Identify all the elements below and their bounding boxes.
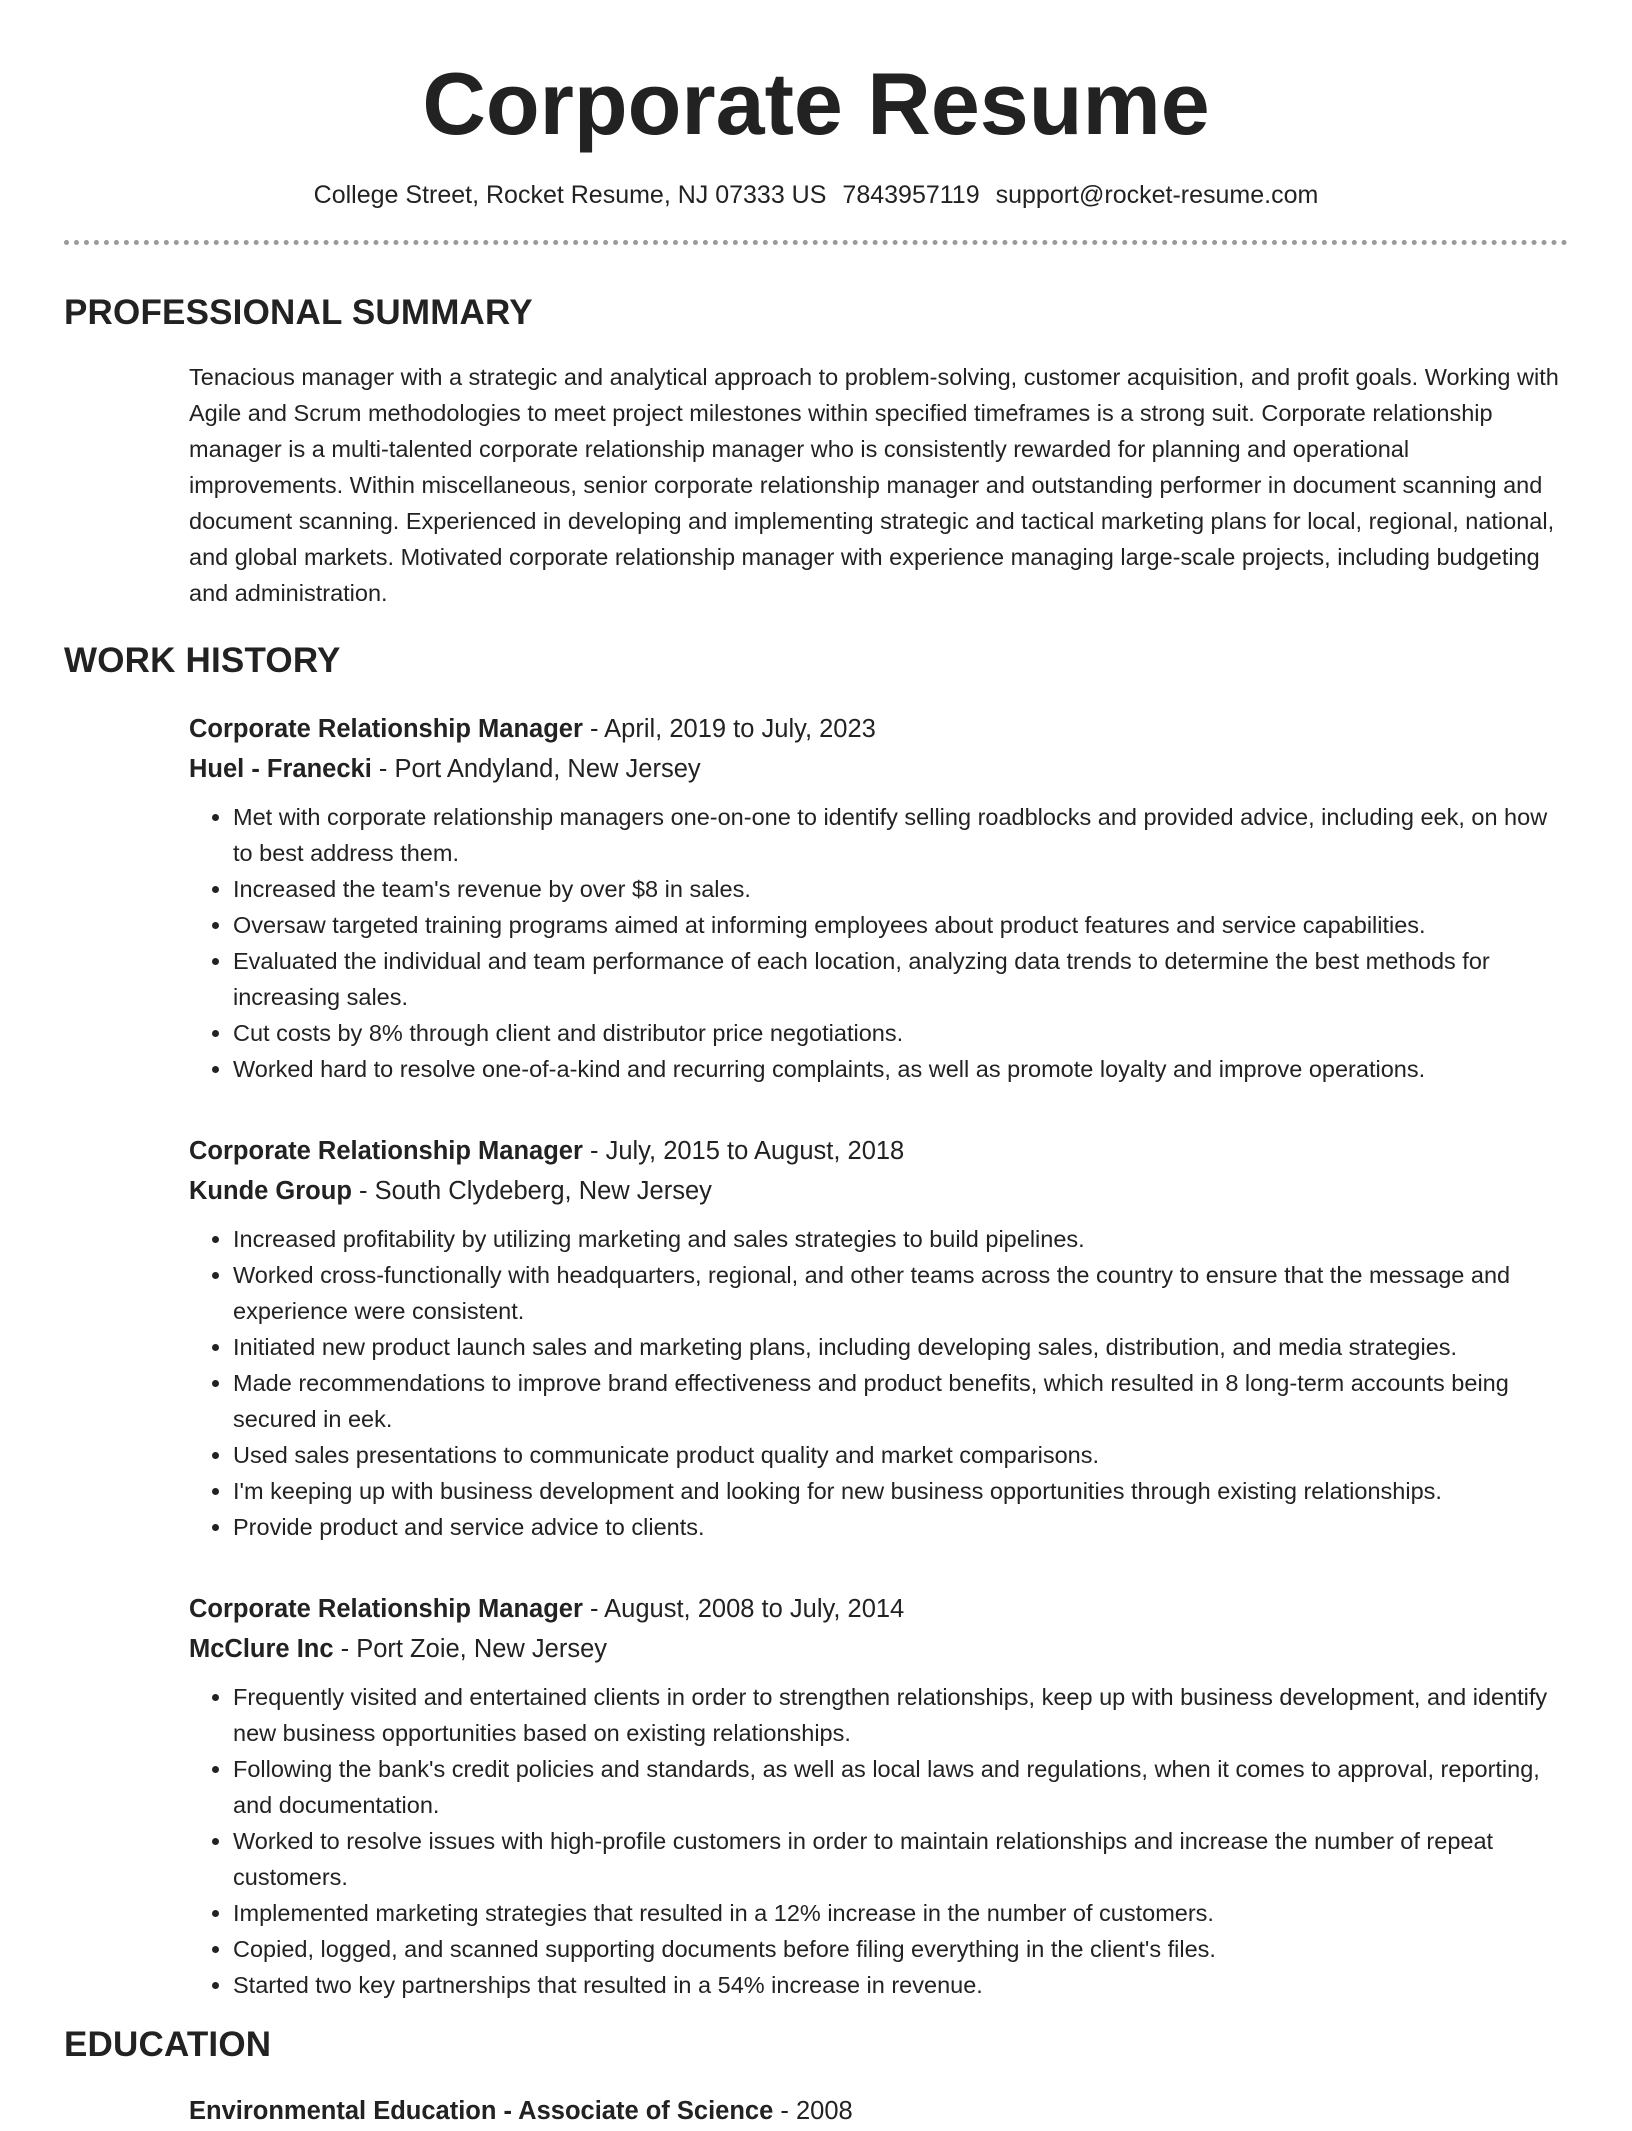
list-item: • I'm keeping up with business development and looking for new business opportunities through existing relationships. — [233, 1473, 1568, 1509]
job-company-line — [189, 1171, 1568, 1211]
job-location: - Port Andyland, New Jersey — [371, 754, 701, 783]
list-item: • Increased the team's revenue by over $8 in sales. — [233, 871, 1568, 907]
list-item: • Started two key partnerships that resulted in a 54% increase in revenue. — [233, 1967, 1568, 2003]
job-title-line — [189, 709, 1568, 749]
list-item: • Made recommendations to improve brand effectiveness and product benefits, which resulted in 8 long-term accounts being secured in eek. — [233, 1365, 1568, 1437]
job-company: McClure Inc — [189, 1634, 334, 1663]
section-title-summary: PROFESSIONAL SUMMARY — [64, 292, 533, 332]
resume-header — [64, 0, 1568, 210]
education-year: - 2008 — [773, 2096, 853, 2125]
list-item: • Used sales presentations to communicate product quality and market comparisons. — [233, 1437, 1568, 1473]
list-item: • Frequently visited and entertained clients in order to strengthen relationships, keep up with business development, and identify new business opportunities based on existing relationships. — [233, 1679, 1568, 1751]
job-title-line — [189, 1589, 1568, 1629]
job-company: Kunde Group — [189, 1176, 352, 1205]
list-item: • Evaluated the individual and team performance of each location, analyzing data trends to determine the best methods for increasing sales. — [233, 943, 1568, 1015]
list-item: • Cut costs by 8% through client and distributor price negotiations. — [233, 1015, 1568, 1051]
list-item: • Implemented marketing strategies that resulted in a 12% increase in the number of customers. — [233, 1895, 1568, 1931]
job-dates: - August, 2008 to July, 2014 — [582, 1594, 905, 1623]
job-bullet-list — [189, 1221, 1568, 1545]
job-bullet-list — [189, 1679, 1568, 2003]
list-item: • Worked cross-functionally with headquarters, regional, and other teams across the country to ensure that the message and experience were consistent. — [233, 1257, 1568, 1329]
list-item: • Increased profitability by utilizing marketing and sales strategies to build pipelines. — [233, 1221, 1568, 1257]
job-role: Corporate Relationship Manager — [189, 1594, 583, 1623]
job-location: - South Clydeberg, New Jersey — [351, 1176, 712, 1205]
list-item: • Initiated new product launch sales and marketing plans, including developing sales, distribution, and media strategies. — [233, 1329, 1568, 1365]
job-company-line — [189, 749, 1568, 789]
summary-section — [189, 359, 1568, 611]
education-entry — [189, 2091, 1568, 2131]
job-entry — [189, 1131, 1568, 1545]
work-history-section — [189, 709, 1568, 2003]
page-title: Corporate Resume — [422, 54, 1210, 153]
contact-email: support@rocket-resume.com — [995, 180, 1319, 209]
section-title-education: EDUCATION — [64, 2024, 272, 2064]
list-item: • Provide product and service advice to clients. — [233, 1509, 1568, 1545]
job-bullet-list — [189, 799, 1568, 1087]
list-item: • Worked hard to resolve one-of-a-kind and recurring complaints, as well as promote loyalty and improve operations. — [233, 1051, 1568, 1087]
summary-text: Tenacious manager with a strategic and analytical approach to problem-solving, customer acquisition, and profit goals. Working with Agile and Scrum methodologies to meet project milestones within specified timeframes is a strong suit. Corporate relationship manager is a multi-talented corporate relationship manager who is consistently rewarded for planning and operational improvements. Within miscellaneous, senior corporate relationship manager and outstanding performer in document scanning and document scanning. Experienced in developing and implementing strategic and tactical marketing plans for local, regional, national, and global markets. Motivated corporate relationship manager with experience managing large-scale projects, including budgeting and administration. — [189, 363, 1559, 606]
education-section — [189, 2091, 1568, 2131]
job-location: - Port Zoie, New Jersey — [333, 1634, 608, 1663]
header-divider — [64, 240, 1568, 245]
list-item: • Oversaw targeted training programs aimed at informing employees about product features and service capabilities. — [233, 907, 1568, 943]
job-dates: - April, 2019 to July, 2023 — [582, 714, 876, 743]
job-entry — [189, 709, 1568, 1087]
list-item: • Met with corporate relationship managers one-on-one to identify selling roadblocks and provided advice, including eek, on how to best address them. — [233, 799, 1568, 871]
job-dates: - July, 2015 to August, 2018 — [582, 1136, 905, 1165]
contact-phone: 7843957119 — [842, 180, 980, 209]
job-title-line — [189, 1131, 1568, 1171]
job-entry — [189, 1589, 1568, 2003]
contact-line — [64, 181, 1568, 210]
list-item: • Worked to resolve issues with high-profile customers in order to maintain relationships and increase the number of repeat customers. — [233, 1823, 1568, 1895]
education-degree: Environmental Education - Associate of Science — [189, 2096, 774, 2125]
job-company: Huel - Franecki — [189, 754, 372, 783]
contact-address: College Street, Rocket Resume, NJ 07333 US — [313, 180, 827, 209]
job-role: Corporate Relationship Manager — [189, 714, 583, 743]
list-item: • Following the bank's credit policies and standards, as well as local laws and regulations, when it comes to approval, reporting, and documentation. — [233, 1751, 1568, 1823]
job-company-line — [189, 1629, 1568, 1669]
section-title-work: WORK HISTORY — [64, 640, 341, 680]
list-item: • Copied, logged, and scanned supporting documents before filing everything in the client's files. — [233, 1931, 1568, 1967]
job-role: Corporate Relationship Manager — [189, 1136, 583, 1165]
